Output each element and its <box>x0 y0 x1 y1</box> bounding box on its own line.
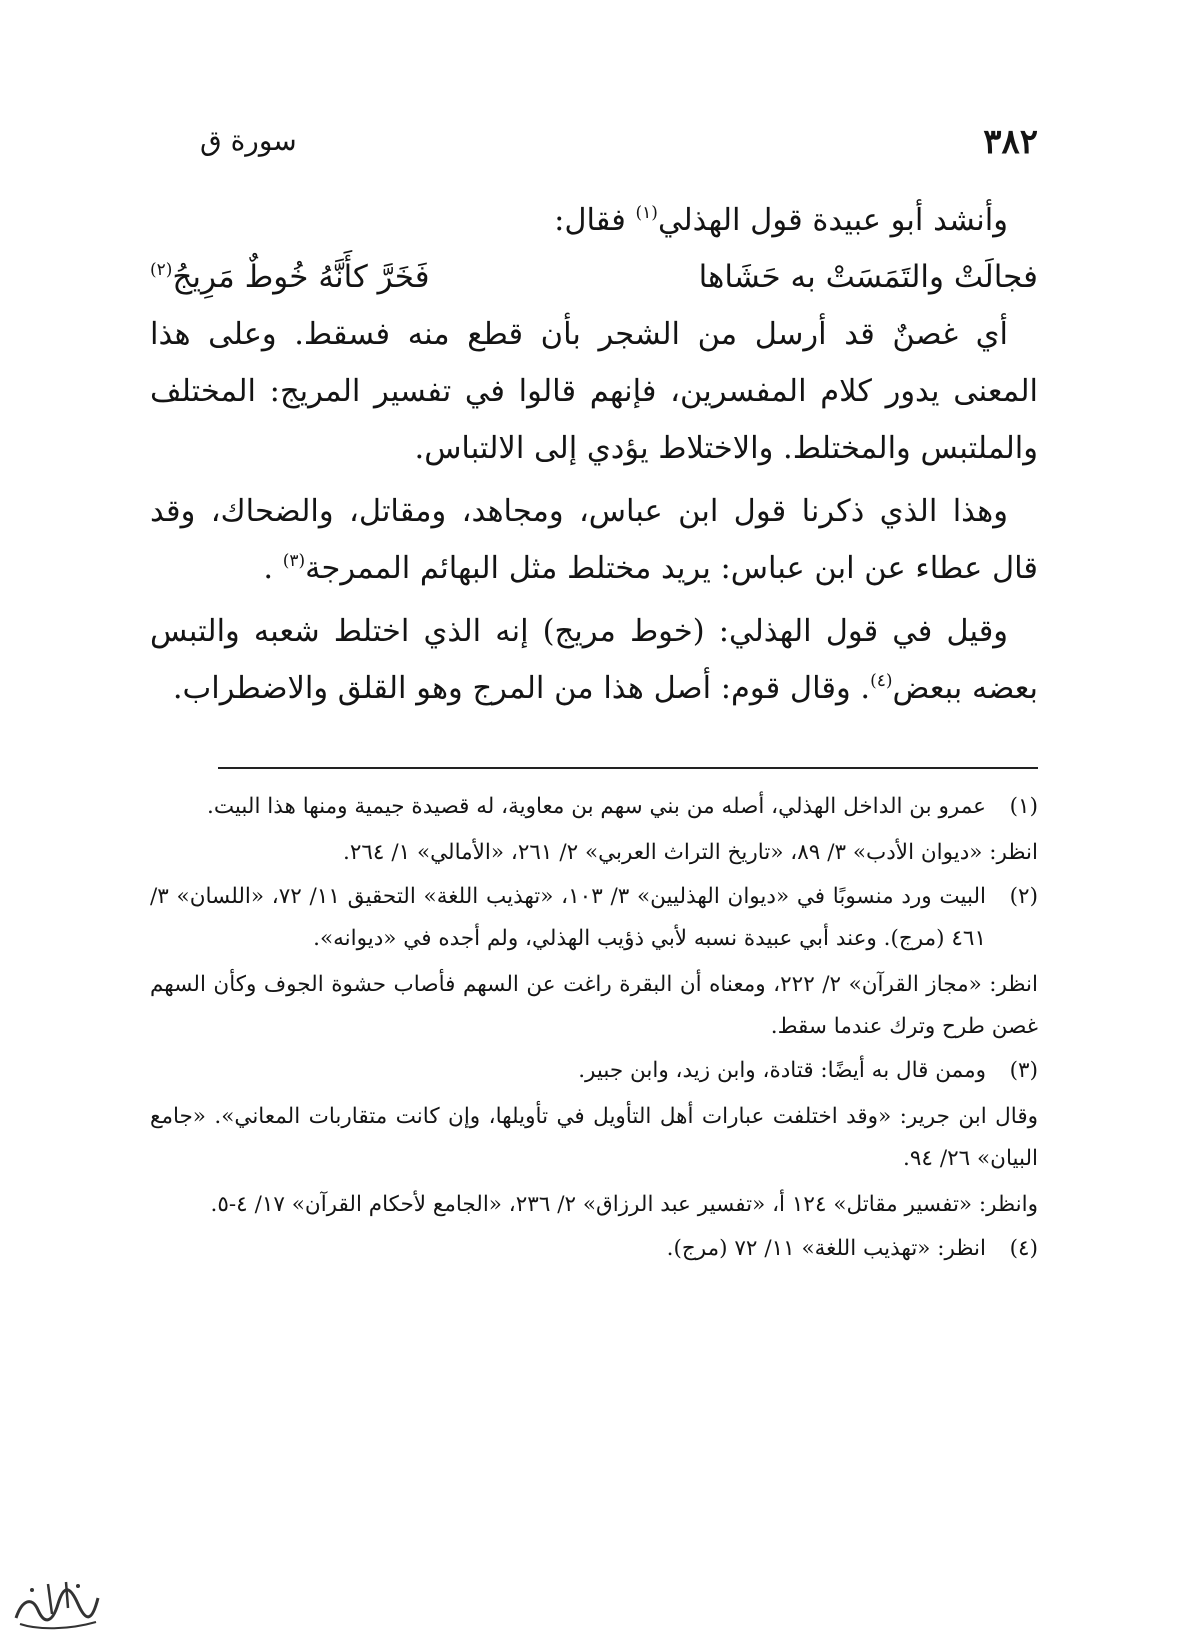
running-title: سورة ق <box>200 124 297 157</box>
paragraph-3-text: وقيل في قول الهذلي: (خوط مريج) إنه الذي اختلط شعبه والتبس بعضه ببعض <box>150 614 1038 706</box>
footnote-ref[interactable]: (١) <box>635 203 658 223</box>
footnote-number: (١) <box>1009 794 1038 819</box>
page-header <box>150 122 1038 166</box>
footnote-text: انظر: «تهذيب اللغة» ١١/ ٧٢ (مرج). <box>666 1236 986 1261</box>
footnote-source: وقال ابن جرير: «وقد اختلفت عبارات أهل التأويل في تأويلها، وإن كانت متقاربات المعاني». «جامع البيان» ٢٦/ ٩٤. <box>150 1104 1038 1171</box>
paragraph-3-tail: . وقال قوم: أصل هذا من المرج وهو القلق والاضطراب. <box>172 671 871 706</box>
book-page <box>150 0 1038 1650</box>
footnote-ref[interactable]: (٢) <box>150 260 173 280</box>
verse-second-hemistich: فَخَرَّ كأَنَّهُ خُوطٌ مَرِيجُ <box>172 259 430 295</box>
calligraphy-logo-icon <box>8 1574 104 1636</box>
footnote-divider <box>218 767 1038 769</box>
footnote-source: انظر: «ديوان الأدب» ٣/ ٨٩، «تاريخ التراث العربي» ٢/ ٢٦١، «الأمالي» ١/ ٢٦٤. <box>342 840 1038 865</box>
page-number: ٣٨٢ <box>983 122 1038 162</box>
footnote-1 <box>150 786 1038 874</box>
footnotes <box>150 786 1038 1272</box>
paragraph-2-text: وهذا الذي ذكرنا قول ابن عباس، ومجاهد، ومقاتل، والضحاك، وقد قال عطاء عن ابن عباس: يريد مختلط مثل البهائم الممرجة <box>150 494 1038 586</box>
paragraph-1: أي غصنٌ قد أرسل من الشجر بأن قطع منه فسقط. وعلى هذا المعنى يدور كلام المفسرين، فإنهم قالوا في تفسير المريج: المختلف والملتبس والمختلط. والاختلاط يؤدي إلى الالتباس. <box>150 317 1038 466</box>
intro-line <box>150 194 1008 248</box>
footnote-text: البيت ورد منسوبًا في «ديوان الهذليين» ٣/ ١٠٣، «تهذيب اللغة» التحقيق ١١/ ٧٢، «اللسان» ٣/ ٤٦١ (مرج). وعند أبي عبيدة نسبه لأبي ذؤيب الهذلي، ولم أجده في «ديوانه». <box>150 884 987 951</box>
footnote-text: وممن قال به أيضًا: قتادة، وابن زيد، وابن جبير. <box>578 1058 986 1083</box>
footnote-source: انظر: «مجاز القرآن» ٢/ ٢٢٢، ومعناه أن البقرة راغت عن السهم فأصاب حشوة الجوف وكأن السهم غصن طرح وترك عندما سقط. <box>150 972 1038 1039</box>
footnote-2 <box>150 876 1038 1048</box>
verse-first-hemistich: فجالَتْ والتَمَسَتْ به حَشَاها <box>698 259 1038 295</box>
paragraph-2-tail: . <box>263 551 283 586</box>
footnote-number: (٢) <box>1009 884 1038 909</box>
paragraph-3 <box>150 603 1038 717</box>
main-text <box>150 194 1038 717</box>
footnote-text: عمرو بن الداخل الهذلي، أصله من بني سهم بن معاوية، له قصيدة جيمية ومنها هذا البيت. <box>206 794 986 819</box>
intro-tail: فقال: <box>554 203 636 238</box>
footnote-source: وانظر: «تفسير مقاتل» ١٢٤ أ، «تفسير عبد الرزاق» ٢/ ٢٣٦، «الجامع لأحكام القرآن» ١٧/ ٤-٥. <box>210 1192 1038 1217</box>
footnote-4 <box>150 1228 1038 1270</box>
poetry-verse <box>150 248 1038 306</box>
paragraph-2 <box>150 483 1038 597</box>
footnote-ref[interactable]: (٣) <box>282 551 306 571</box>
footnote-ref[interactable]: (٤) <box>870 671 893 691</box>
footnote-number: (٤) <box>1009 1236 1038 1261</box>
footnote-3 <box>150 1050 1038 1226</box>
verse-second-hemistich-wrap <box>150 248 430 306</box>
publisher-logo <box>8 1574 104 1636</box>
intro-text: وأنشد أبو عبيدة قول الهذلي <box>657 203 1008 238</box>
footnote-number: (٣) <box>1009 1058 1038 1083</box>
